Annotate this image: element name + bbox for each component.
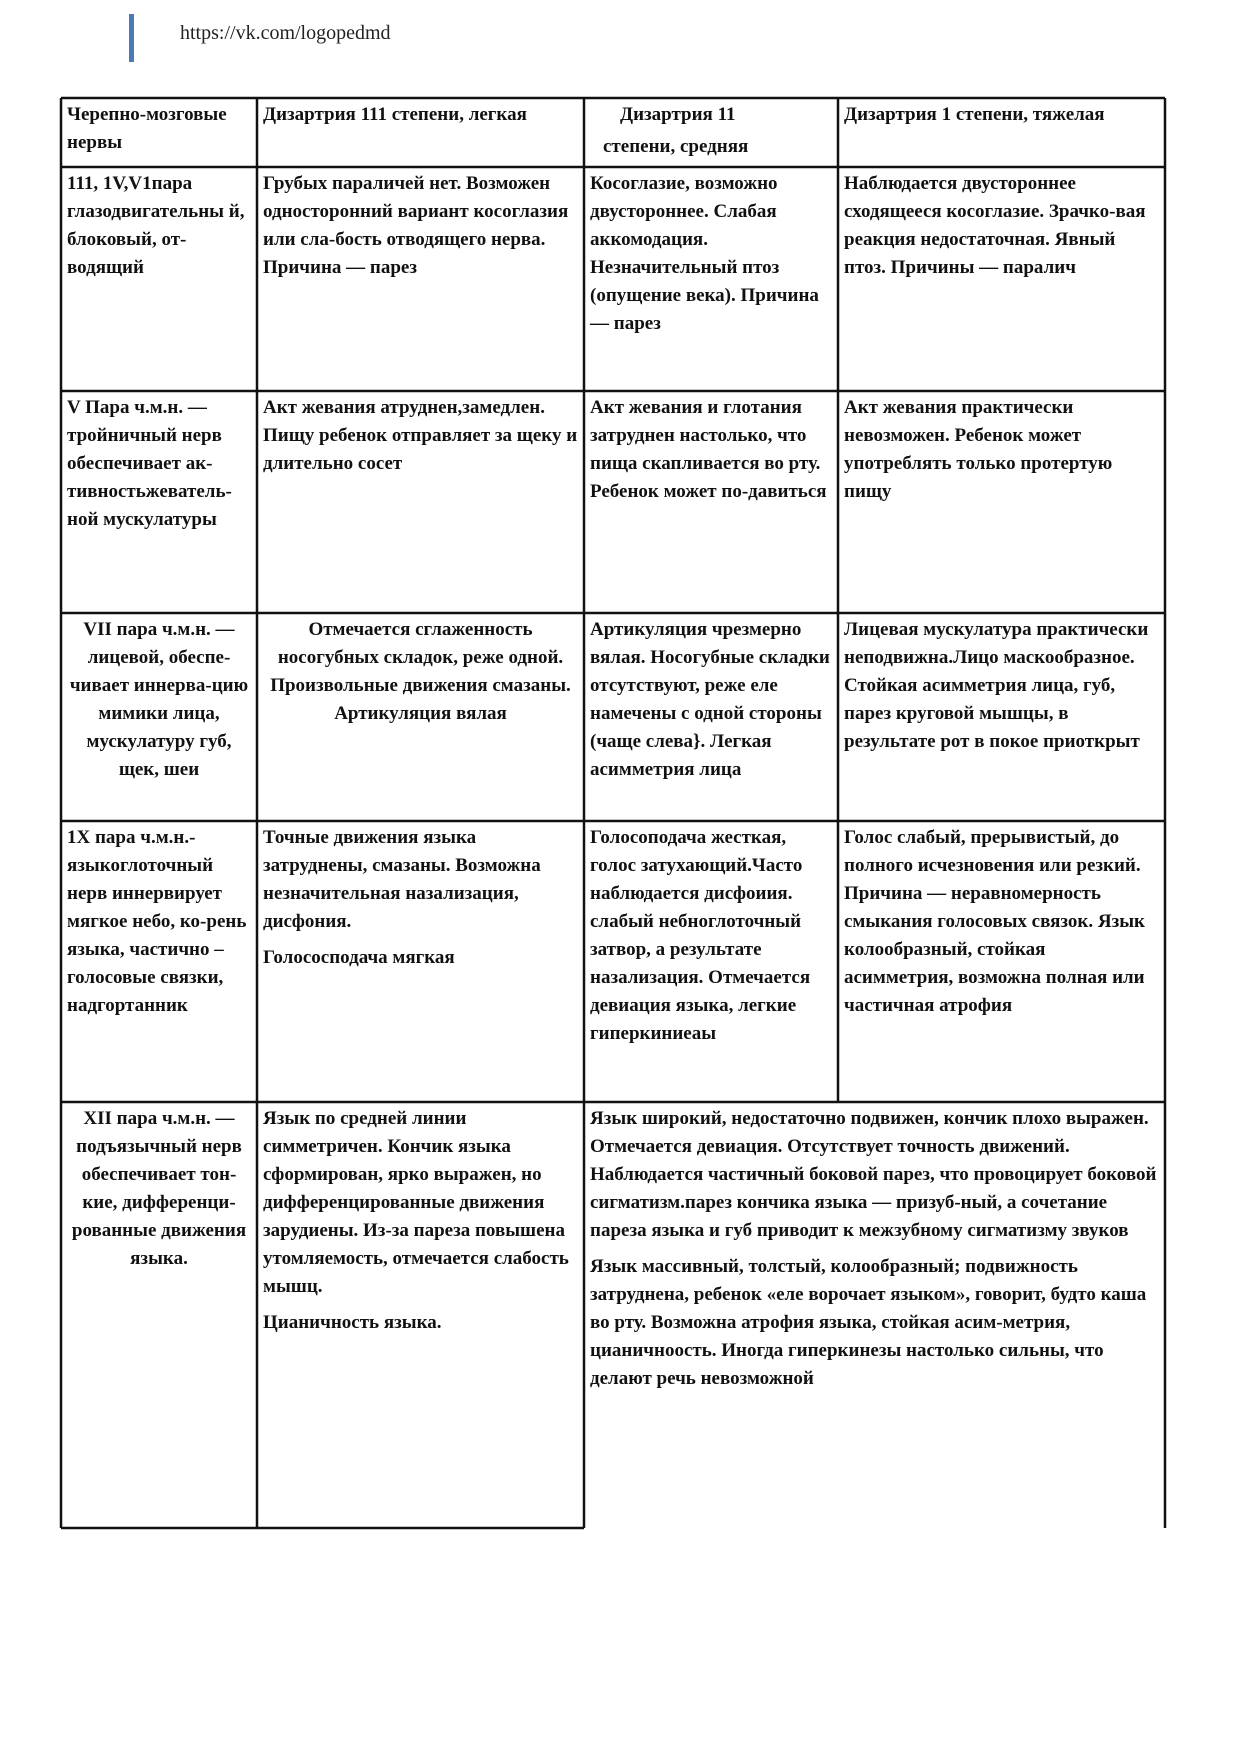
table-row-3-severe: Лицевая мускулатура практически неподвижна.Лицо маскообразное. Стойкая асимметрия лица, губ, парез круговой мышцы, в результате рот в покое приоткрыт xyxy=(844,619,1149,752)
table-row-2-nerve: V Пара ч.м.н. — тройничный нерв обеспечивает ак-тивностьжеватель-ной мускулатуры xyxy=(67,397,232,530)
table-row-1-severe: Наблюдается двустороннее сходящееся косоглазие. Зрачко-вая реакция недостаточная. Явный птоз. Причины — паралич xyxy=(844,173,1146,278)
table-row-3-mild: Отмечается сглаженность носогубных складок, реже одной. Произвольные движения смазаны. Артикуляция вялая xyxy=(270,619,571,724)
table-row-4-nerve: 1Х пара ч.м.н.-языкоглоточный нерв иннервирует мягкое небо, ко-рень языка, частично – голосовые связки, надгортанник xyxy=(67,827,247,1016)
header-cell-nerves: Черепно-мозговые нервы xyxy=(67,104,227,153)
table-row-3-nerve: VII пара ч.м.н. — лицевой, обеспе-чивает иннерва-цию мимики лица, мускулатуру губ, щек, шеи xyxy=(69,619,249,780)
table-row-5-mild: Язык по средней линии симметричен. Кончик языка сформирован, ярко выражен, но дифференцированные движения зарудиены. Из-за пареза повышена утомляемость, отмечается слабость мышц. Цианичность языка. xyxy=(263,1108,569,1333)
table-row-2-medium: Акт жевания и глотания затруднен настолько, что пища скапливается во рту. Ребенок может по-давиться xyxy=(590,397,827,502)
table-row-2-mild: Акт жевания атруднен,замедлен. Пищу ребенок отправляет за щеку и длительно сосет xyxy=(263,397,578,474)
accent-bar xyxy=(129,14,134,62)
table-row-1-medium: Косоглазие, возможно двустороннее. Слабая аккомодация. Незначительный птоз (опущение века). Причина — парез xyxy=(590,173,819,334)
table-row-4-severe: Голос слабый, прерывистый, до полного исчезновения или резкий. Причина — неравномерность смыкания голосовых связок. Язык колообразный, стойкая асимметрия, возможна полная или частичная атрофия xyxy=(844,827,1145,1016)
table-row-1-mild: Грубых параличей нет. Возможен односторонний вариант косоглазия или сла-бость отводящего нерва. Причина — парез xyxy=(263,173,569,278)
header-url[interactable]: https://vk.com/logopedmd xyxy=(180,22,391,44)
table-row-3-medium: Артикуляция чрезмерно вялая. Носогубные складки отсутствуют, реже еле намечены с одной стороны (чаще слева}. Легкая асимметрия лица xyxy=(590,619,830,780)
table-row-2-severe: Акт жевания практически невозможен. Ребенок может употреблять только протертую пищу xyxy=(844,397,1113,502)
table-row-5-medium-severe: Язык широкий, недостаточно подвижен, кончик плохо выражен. Отмечается девиация. Отсутствует точность движений. Наблюдается частичный боковой парез, что провоцирует боковой сигматизм.парез кончика языка — призуб-ный, а сочетание пареза языка и губ приводит к межзубному сигматизму звуков Язык массивный, толстый, колообразный; подвижность затруднена, ребенок «еле ворочает языком», говорит, будто каша во рту. Возможна атрофия языка, стойкая асим-метрия, цианичноость. Иногда гиперкинезы настолько сильны, что делают речь невозможной xyxy=(590,1108,1157,1389)
table-row-1-nerve: 111, 1V,V1пара глазодвигательны й, блоковый, от-водящий xyxy=(67,173,245,278)
table-row-5-nerve: XII пара ч.м.н. — подъязычный нерв обеспечивает тон-кие, дифференци-рованные движения языка. xyxy=(71,1108,247,1269)
header-cell-medium: Дизартрия 11 степени, средняя xyxy=(603,104,749,157)
header-cell-severe: Дизартрия 1 степени, тяжелая xyxy=(844,104,1105,125)
header-cell-mild: Дизартрия 111 степени, легкая xyxy=(263,104,527,125)
table-row-4-mild: Точные движения языка затруднены, смазаны. Возможна незначительная назализация, дисфония. Голососподача мягкая xyxy=(263,827,541,968)
table-row-4-medium: Голосоподача жесткая, голос затухающий.Часто наблюдается дисфоиия. слабый небноглоточный затвор, а результате назализация. Отмечается девиация языка, легкие гиперкиниеаы xyxy=(590,827,811,1044)
